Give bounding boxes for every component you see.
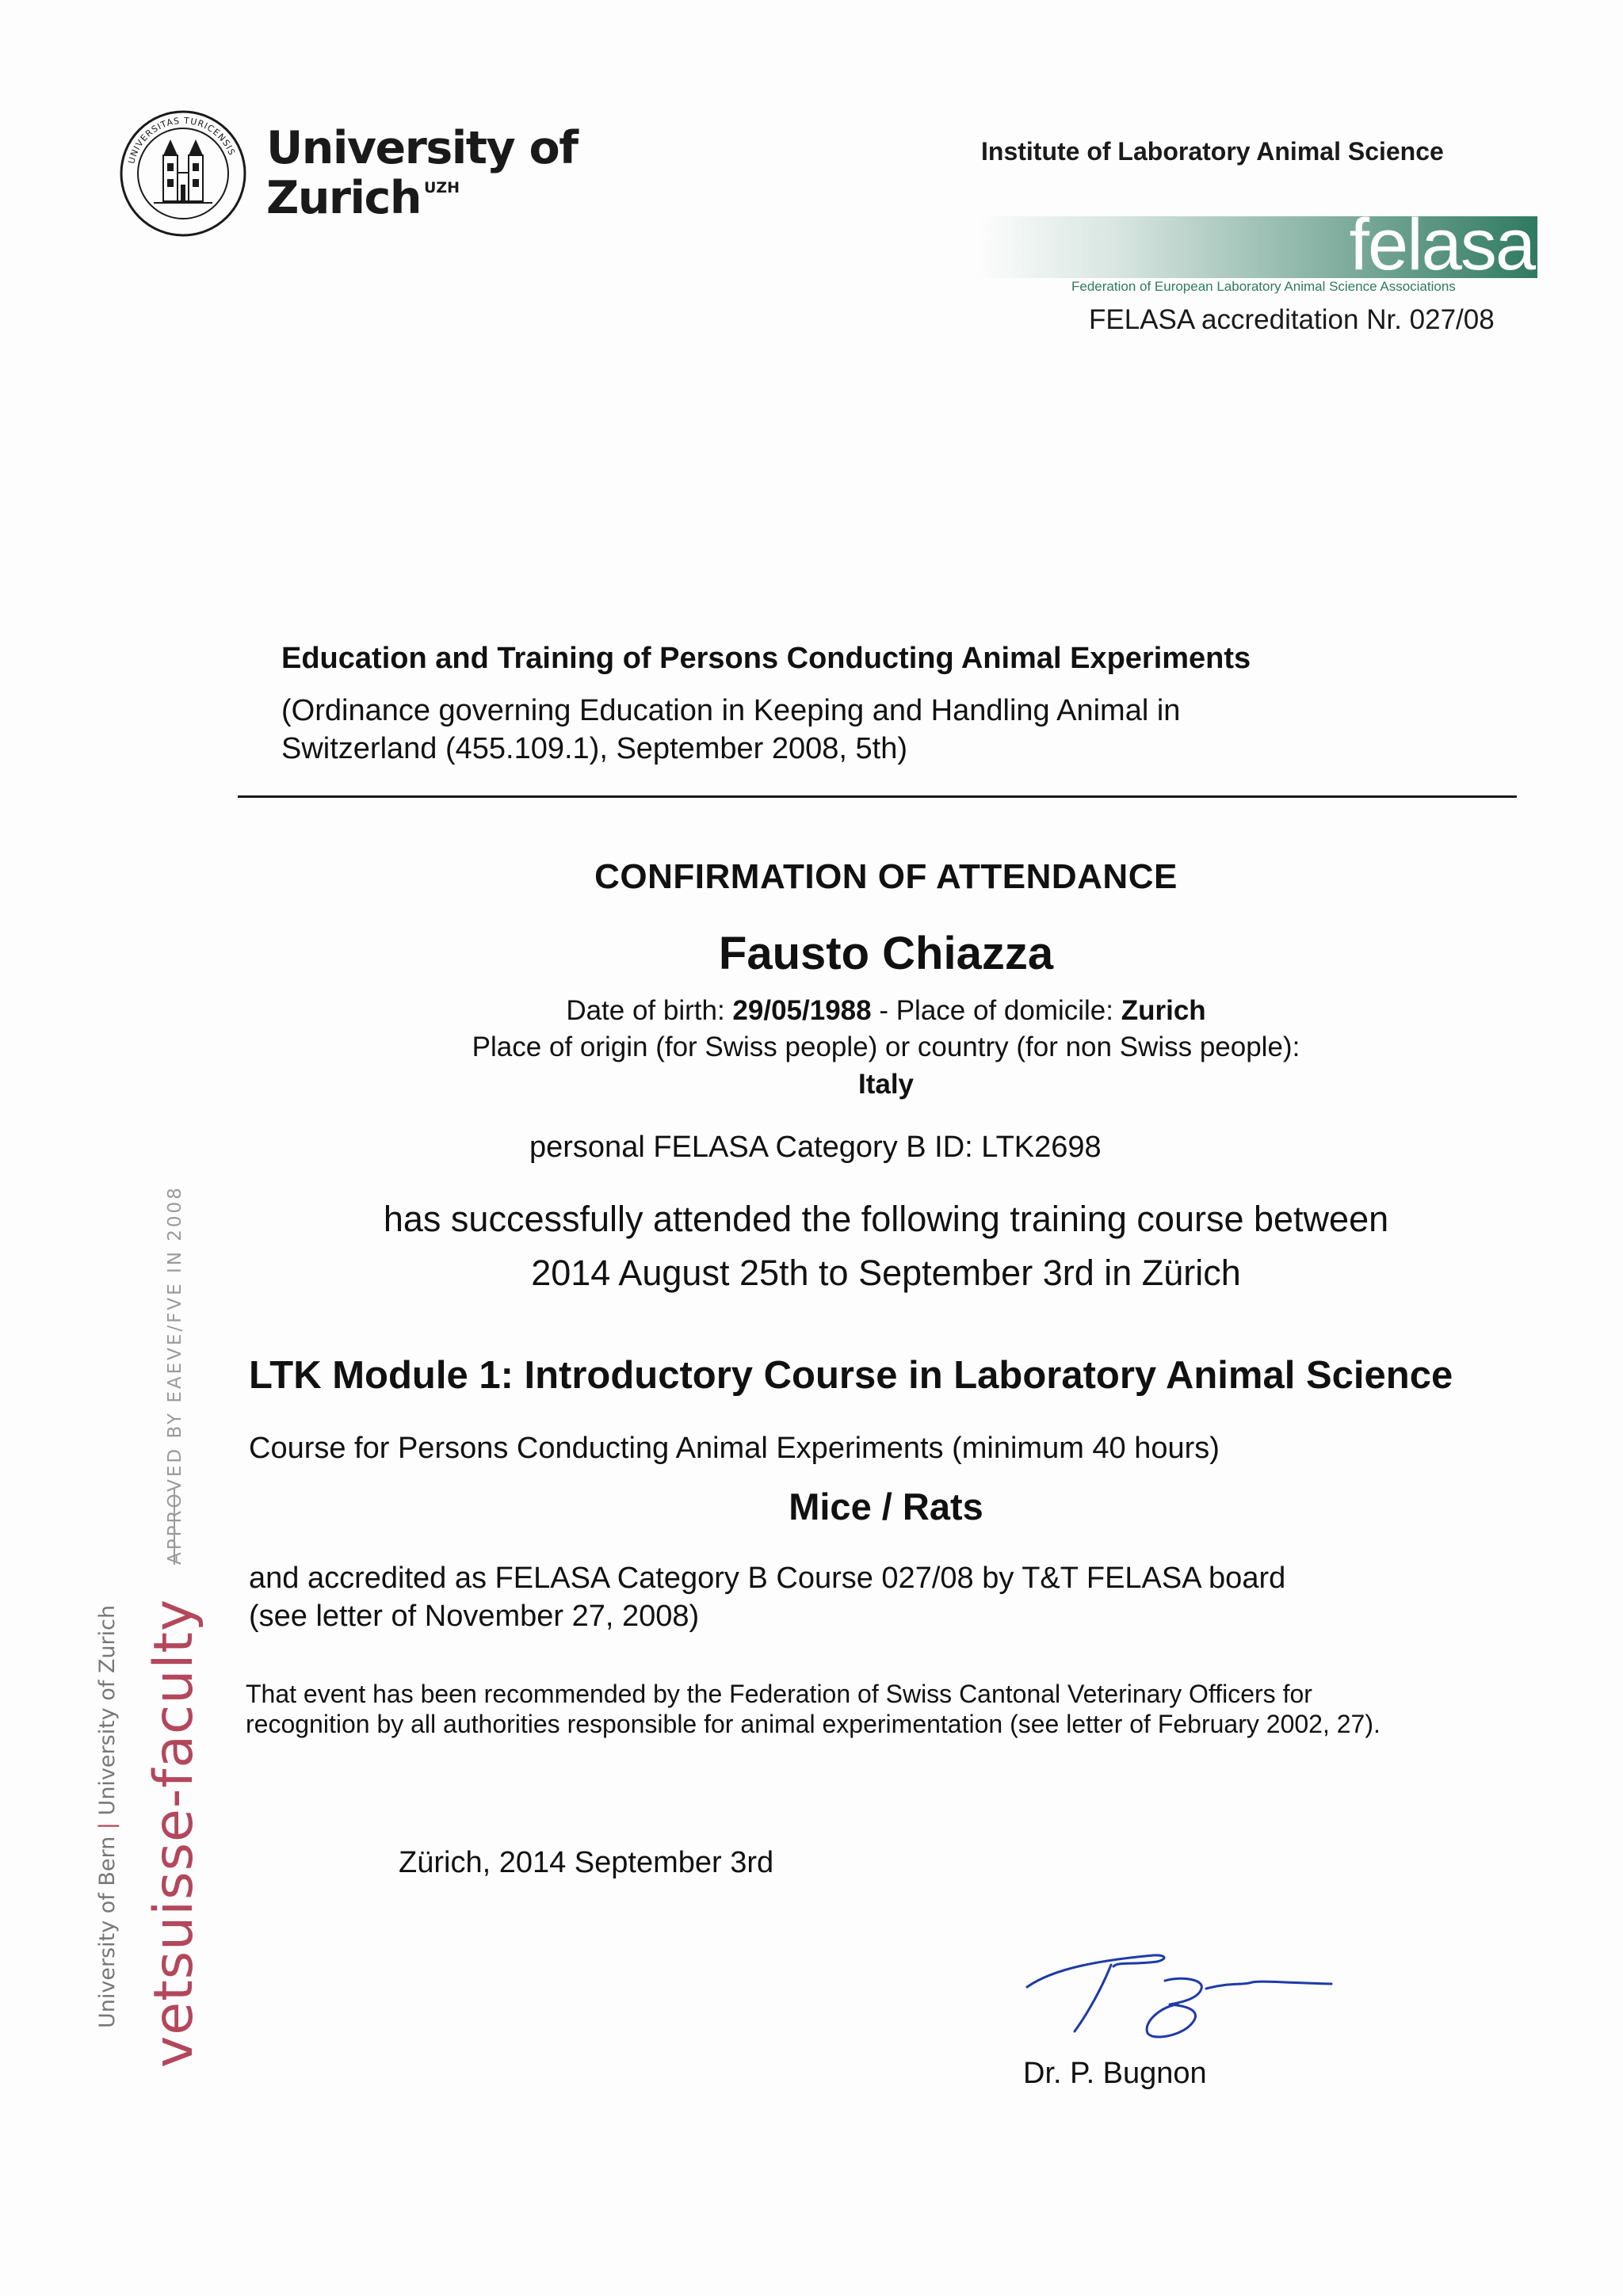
felasa-tagline: Federation of European Laboratory Animal Science Associations [1071,279,1456,294]
felasa-accreditation: FELASA accreditation Nr. 027/08 [1089,304,1495,335]
uzh-name-zurich: Zurich [266,172,421,224]
felasa-logo-banner [976,204,1537,285]
accreditation-statement [249,1559,1285,1635]
accreditation-line-1: and accredited as FELASA Category B Course 027/08 by T&T FELASA board [249,1562,1286,1595]
origin-label: Place of origin (for Swiss people) or country (for non Swiss people): [472,1032,1300,1062]
attendee-name: Fausto Chiazza [718,928,1054,979]
handwritten-signature [1022,1933,1339,2060]
confirmation-heading: CONFIRMATION OF ATTENDANCE [594,857,1178,896]
domicile-value: Zurich [1121,995,1206,1026]
universities-line [95,1605,120,2028]
approval-note: APPROVED BY EAEVE/FVE IN 2008 [165,1185,185,1565]
uzh-logo [119,109,578,238]
uzh-wordmark [266,122,578,224]
domicile-label: - Place of domicile: [871,995,1121,1026]
accreditation-line-2: (see letter of November 27, 2008) [249,1600,700,1633]
dob-label: Date of birth: [566,995,733,1026]
felasa-personal-id: personal FELASA Category B ID: LTK2698 [529,1131,1102,1164]
attended-statement: has successfully attended the following training course between [383,1199,1389,1239]
vetsuisse-faculty-logo: vetsuisse-faculty [143,1598,205,2068]
recommendation-line-2: recognition by all authorities responsible for animal experimentation (see letter of February 2002, 27). [246,1710,1381,1738]
uzh-name-line1: University of [266,122,578,174]
species: Mice / Rats [789,1486,983,1527]
felasa-logo-word: felasa [1349,204,1534,285]
uzh-seal-icon [119,109,247,238]
university-separator: | [95,1822,120,1830]
birth-domicile-line [238,995,1534,1027]
uzh-superscript: UZH [423,179,460,196]
education-title: Education and Training of Persons Conducting Animal Experiments [281,642,1251,675]
course-dates: 2014 August 25th to September 3rd in Zürich [531,1253,1241,1293]
university-bern: University of Bern [95,1836,120,2028]
recommendation-line-1: That event has been recommended by the Federation of Swiss Cantonal Veterinary Officers for [246,1680,1312,1708]
institute-name: Institute of Laboratory Animal Science [981,137,1444,166]
ordinance-line-2: Switzerland (455.109.1), September 2008, 5th) [281,732,908,765]
title-divider [238,795,1517,798]
origin-value: Italy [857,1069,915,1100]
recommendation-note [246,1679,1593,1739]
ordinance-line-1: (Ordinance governing Education in Keeping and Handling Animal in [281,694,1181,727]
place-and-date: Zürich, 2014 September 3rd [399,1846,774,1879]
svg-text:UNIVERSITAS TURICENSIS: UNIVERSITAS TURICENSIS [126,115,238,165]
module-title: LTK Module 1: Introductory Course in Laboratory Animal Science [249,1354,1453,1397]
uzh-name-line2 [266,172,578,224]
dob-value: 29/05/1988 [732,995,872,1026]
signer-name: Dr. P. Bugnon [1023,2057,1207,2090]
university-zurich: University of Zurich [95,1604,120,1816]
course-description: Course for Persons Conducting Animal Experiments (minimum 40 hours) [249,1432,1220,1465]
ordinance-reference [281,692,1470,768]
